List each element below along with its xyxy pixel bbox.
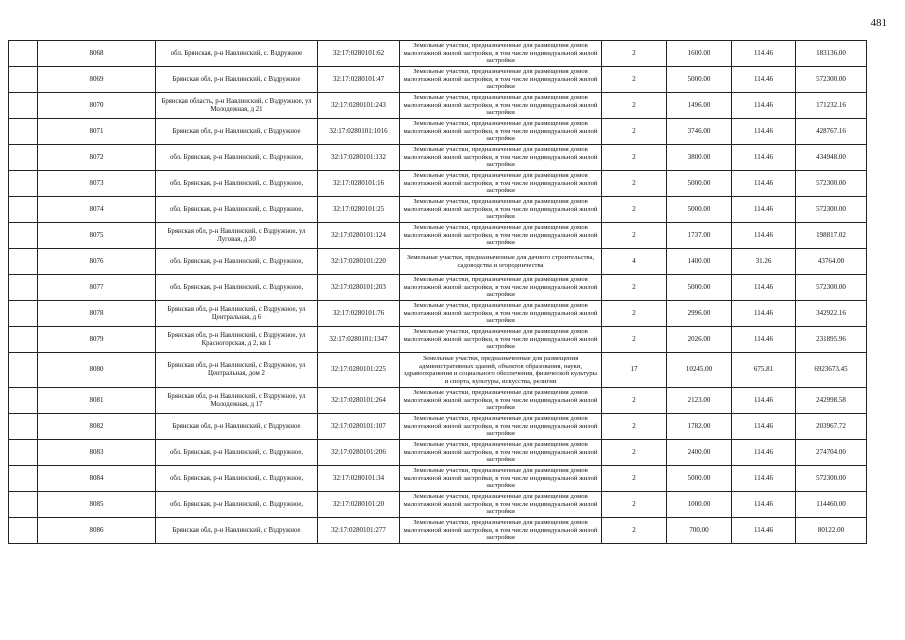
land-category-cell: Земельные участки, предназначенные для размещения административных зданий, объектов образования, науки, здравоохранения и социального обеспечения, физической культуры и спорта, культуры, искусства, религии xyxy=(400,353,602,388)
table-row xyxy=(9,93,867,119)
row-id-cell: 8071 xyxy=(38,119,156,145)
address-cell: обл. Брянская, р-н Навлинский, с. Вздружное, xyxy=(156,275,318,301)
address-cell: обл. Брянская, р-н Навлинский, с. Вздружное, xyxy=(156,197,318,223)
group-cell: 2 xyxy=(602,41,667,67)
group-cell: 2 xyxy=(602,301,667,327)
cadastral-value-cell: 198817.02 xyxy=(796,223,867,249)
table-row xyxy=(9,440,867,466)
row-id-cell: 8078 xyxy=(38,301,156,327)
land-category-cell: Земельные участки, предназначенные для размещения домов малоэтажной жилой застройки, в том числе индивидуальной жилой застройки xyxy=(400,518,602,544)
area-cell: 1400.00 xyxy=(667,249,732,275)
row-id-cell: 8083 xyxy=(38,440,156,466)
row-id-cell: 8086 xyxy=(38,518,156,544)
spacer-cell xyxy=(9,301,38,327)
table-row xyxy=(9,197,867,223)
land-category-cell: Земельные участки, предназначенные для размещения домов малоэтажной жилой застройки, в том числе индивидуальной жилой застройки xyxy=(400,93,602,119)
spacer-cell xyxy=(9,119,38,145)
land-category-cell: Земельные участки, предназначенные для размещения домов малоэтажной жилой застройки, в том числе индивидуальной жилой застройки xyxy=(400,119,602,145)
row-id-cell: 8070 xyxy=(38,93,156,119)
address-cell: Брянская область, р-н Навлинский, с Вздружное, ул Молодежная, д 21 xyxy=(156,93,318,119)
area-cell: 5000.00 xyxy=(667,275,732,301)
row-id-cell: 8080 xyxy=(38,353,156,388)
address-cell: Брянская обл, р-н Навлинский, с Вздружное, ул Луговая, д 30 xyxy=(156,223,318,249)
rate-cell: 114.46 xyxy=(732,388,796,414)
cadastral-value-cell: 171232.16 xyxy=(796,93,867,119)
row-id-cell: 8075 xyxy=(38,223,156,249)
land-category-cell: Земельные участки, предназначенные для размещения домов малоэтажной жилой застройки, в том числе индивидуальной жилой застройки xyxy=(400,492,602,518)
row-id-cell: 8073 xyxy=(38,171,156,197)
cadastral-value-cell: 572300.00 xyxy=(796,197,867,223)
group-cell: 2 xyxy=(602,145,667,171)
group-cell: 2 xyxy=(602,440,667,466)
group-cell: 2 xyxy=(602,466,667,492)
table-row xyxy=(9,301,867,327)
address-cell: Брянская обл, р-н Навлинский, с Вздружное xyxy=(156,67,318,93)
address-cell: обл. Брянская, р-н Навлинский, с. Вздружное, xyxy=(156,145,318,171)
rate-cell: 114.46 xyxy=(732,145,796,171)
area-cell: 700.00 xyxy=(667,518,732,544)
table-row xyxy=(9,275,867,301)
rate-cell: 114.46 xyxy=(732,197,796,223)
address-cell: Брянская обл, р-н Навлинский, с Вздружное xyxy=(156,119,318,145)
rate-cell: 31.26 xyxy=(732,249,796,275)
rate-cell: 114.46 xyxy=(732,440,796,466)
area-cell: 3800.00 xyxy=(667,145,732,171)
address-cell: Брянская обл, р-н Навлинский, с Вздружное, ул Центральная, дом 2 xyxy=(156,353,318,388)
cadastral-value-cell: 183136.00 xyxy=(796,41,867,67)
address-cell: обл. Брянская, р-н Навлинский, с. Вздружное, xyxy=(156,466,318,492)
cadastral-number-cell: 32:17:0280101:203 xyxy=(318,275,400,301)
rate-cell: 675.81 xyxy=(732,353,796,388)
spacer-cell xyxy=(9,223,38,249)
land-category-cell: Земельные участки, предназначенные для размещения домов малоэтажной жилой застройки, в том числе индивидуальной жилой застройки xyxy=(400,41,602,67)
row-id-cell: 8084 xyxy=(38,466,156,492)
cadastral-value-cell: 43764.00 xyxy=(796,249,867,275)
land-category-cell: Земельные участки, предназначенные для размещения домов малоэтажной жилой застройки, в том числе индивидуальной жилой застройки xyxy=(400,197,602,223)
spacer-cell xyxy=(9,171,38,197)
table-row xyxy=(9,145,867,171)
rate-cell: 114.46 xyxy=(732,414,796,440)
table-row xyxy=(9,119,867,145)
cadastral-value-cell: 274704.00 xyxy=(796,440,867,466)
cadastral-number-cell: 32:17:0280101:243 xyxy=(318,93,400,119)
cadastral-number-cell: 32:17:0280101:225 xyxy=(318,353,400,388)
cadastral-number-cell: 32:17:0280101:62 xyxy=(318,41,400,67)
spacer-cell xyxy=(9,327,38,353)
page-number: 481 xyxy=(870,17,887,29)
cadastral-number-cell: 32:17:0280101:1016 xyxy=(318,119,400,145)
land-category-cell: Земельные участки, предназначенные для размещения домов малоэтажной жилой застройки, в том числе индивидуальной жилой застройки xyxy=(400,414,602,440)
spacer-cell xyxy=(9,492,38,518)
group-cell: 4 xyxy=(602,249,667,275)
table-body xyxy=(9,41,867,544)
cadastral-value-cell: 434948.00 xyxy=(796,145,867,171)
group-cell: 2 xyxy=(602,492,667,518)
cadastral-number-cell: 32:17:0280101:220 xyxy=(318,249,400,275)
group-cell: 2 xyxy=(602,119,667,145)
rate-cell: 114.46 xyxy=(732,275,796,301)
cadastral-number-cell: 32:17:0280101:277 xyxy=(318,518,400,544)
cadastral-number-cell: 32:17:0280101:25 xyxy=(318,197,400,223)
cadastral-number-cell: 32:17:0280101:206 xyxy=(318,440,400,466)
land-category-cell: Земельные участки, предназначенные для размещения домов малоэтажной жилой застройки, в том числе индивидуальной жилой застройки xyxy=(400,67,602,93)
area-cell: 3746.00 xyxy=(667,119,732,145)
spacer-cell xyxy=(9,93,38,119)
land-category-cell: Земельные участки, предназначенные для размещения домов малоэтажной жилой застройки, в том числе индивидуальной жилой застройки xyxy=(400,145,602,171)
row-id-cell: 8085 xyxy=(38,492,156,518)
cadastral-number-cell: 32:17:0280101:1347 xyxy=(318,327,400,353)
row-id-cell: 8072 xyxy=(38,145,156,171)
area-cell: 1782.00 xyxy=(667,414,732,440)
table-row xyxy=(9,492,867,518)
rate-cell: 114.46 xyxy=(732,518,796,544)
area-cell: 10245.00 xyxy=(667,353,732,388)
cadastral-number-cell: 32:17:0280101:47 xyxy=(318,67,400,93)
row-id-cell: 8068 xyxy=(38,41,156,67)
table-row xyxy=(9,414,867,440)
land-category-cell: Земельные участки, предназначенные для размещения домов малоэтажной жилой застройки, в том числе индивидуальной жилой застройки xyxy=(400,327,602,353)
cadastral-value-cell: 231895.96 xyxy=(796,327,867,353)
rate-cell: 114.46 xyxy=(732,93,796,119)
area-cell: 1600.00 xyxy=(667,41,732,67)
cadastral-value-cell: 572300.00 xyxy=(796,466,867,492)
area-cell: 1496.00 xyxy=(667,93,732,119)
cadastral-number-cell: 32:17:0280101:124 xyxy=(318,223,400,249)
table-row xyxy=(9,327,867,353)
row-id-cell: 8074 xyxy=(38,197,156,223)
table-row xyxy=(9,353,867,388)
cadastral-value-cell: 572300.00 xyxy=(796,67,867,93)
table-row xyxy=(9,466,867,492)
row-id-cell: 8079 xyxy=(38,327,156,353)
rate-cell: 114.46 xyxy=(732,41,796,67)
group-cell: 2 xyxy=(602,388,667,414)
spacer-cell xyxy=(9,249,38,275)
row-id-cell: 8081 xyxy=(38,388,156,414)
address-cell: Брянская обл, р-н Навлинский, с Вздружное xyxy=(156,414,318,440)
table-row xyxy=(9,249,867,275)
table-row xyxy=(9,388,867,414)
cadastral-value-cell: 572300.00 xyxy=(796,275,867,301)
table-row xyxy=(9,41,867,67)
group-cell: 2 xyxy=(602,327,667,353)
cadastral-number-cell: 32:17:0280101:20 xyxy=(318,492,400,518)
cadastral-value-cell: 572300.00 xyxy=(796,171,867,197)
group-cell: 2 xyxy=(602,518,667,544)
group-cell: 17 xyxy=(602,353,667,388)
spacer-cell xyxy=(9,275,38,301)
spacer-cell xyxy=(9,388,38,414)
spacer-cell xyxy=(9,518,38,544)
cadastral-value-table xyxy=(8,40,867,544)
address-cell: обл. Брянская, р-н Навлинский, с. Вздружное, xyxy=(156,492,318,518)
cadastral-value-cell: 242998.58 xyxy=(796,388,867,414)
group-cell: 2 xyxy=(602,223,667,249)
area-cell: 1000.00 xyxy=(667,492,732,518)
cadastral-value-cell: 428767.16 xyxy=(796,119,867,145)
rate-cell: 114.46 xyxy=(732,119,796,145)
cadastral-value-cell: 80122.00 xyxy=(796,518,867,544)
address-cell: Брянская обл, р-н Навлинский, с Вздружное, ул Молодежная, д 17 xyxy=(156,388,318,414)
table-row xyxy=(9,171,867,197)
spacer-cell xyxy=(9,197,38,223)
rate-cell: 114.46 xyxy=(732,301,796,327)
table-row xyxy=(9,518,867,544)
rate-cell: 114.46 xyxy=(732,327,796,353)
area-cell: 5000.00 xyxy=(667,466,732,492)
address-cell: обл. Брянская, р-н Навлинский, с. Вздружное, xyxy=(156,440,318,466)
rate-cell: 114.46 xyxy=(732,466,796,492)
cadastral-number-cell: 32:17:0280101:34 xyxy=(318,466,400,492)
cadastral-value-cell: 114460.00 xyxy=(796,492,867,518)
spacer-cell xyxy=(9,414,38,440)
spacer-cell xyxy=(9,466,38,492)
land-category-cell: Земельные участки, предназначенные для размещения домов малоэтажной жилой застройки, в том числе индивидуальной жилой застройки xyxy=(400,440,602,466)
row-id-cell: 8077 xyxy=(38,275,156,301)
land-category-cell: Земельные участки, предназначенные для размещения домов малоэтажной жилой застройки, в том числе индивидуальной жилой застройки xyxy=(400,301,602,327)
land-category-cell: Земельные участки, предназначенные для размещения домов малоэтажной жилой застройки, в том числе индивидуальной жилой застройки xyxy=(400,388,602,414)
area-cell: 5000.00 xyxy=(667,67,732,93)
row-id-cell: 8069 xyxy=(38,67,156,93)
spacer-cell xyxy=(9,67,38,93)
rate-cell: 114.46 xyxy=(732,171,796,197)
area-cell: 2026.00 xyxy=(667,327,732,353)
table-row xyxy=(9,67,867,93)
address-cell: обл. Брянская, р-н Навлинский, с. Вздружное, xyxy=(156,171,318,197)
cadastral-number-cell: 32:17:0280101:76 xyxy=(318,301,400,327)
area-cell: 1737.00 xyxy=(667,223,732,249)
spacer-cell xyxy=(9,440,38,466)
rate-cell: 114.46 xyxy=(732,223,796,249)
land-category-cell: Земельные участки, предназначенные для размещения домов малоэтажной жилой застройки, в том числе индивидуальной жилой застройки xyxy=(400,466,602,492)
address-cell: Брянская обл, р-н Навлинский, с Вздружное, ул Красногорская, д 2, кв 1 xyxy=(156,327,318,353)
land-category-cell: Земельные участки, предназначенные для размещения домов малоэтажной жилой застройки, в том числе индивидуальной жилой застройки xyxy=(400,171,602,197)
address-cell: Брянская обл, р-н Навлинский, с Вздружное, ул Центральная, д 6 xyxy=(156,301,318,327)
cadastral-number-cell: 32:17:0280101:132 xyxy=(318,145,400,171)
group-cell: 2 xyxy=(602,197,667,223)
row-id-cell: 8082 xyxy=(38,414,156,440)
cadastral-value-cell: 203967.72 xyxy=(796,414,867,440)
table-row xyxy=(9,223,867,249)
group-cell: 2 xyxy=(602,93,667,119)
address-cell: обл. Брянская, р-н Навлинский, с. Вздружное xyxy=(156,41,318,67)
cadastral-number-cell: 32:17:0280101:16 xyxy=(318,171,400,197)
row-id-cell: 8076 xyxy=(38,249,156,275)
rate-cell: 114.46 xyxy=(732,492,796,518)
spacer-cell xyxy=(9,145,38,171)
address-cell: обл. Брянская, р-н Навлинский, с. Вздружное, xyxy=(156,249,318,275)
area-cell: 5000.00 xyxy=(667,197,732,223)
address-cell: Брянская обл, р-н Навлинский, с Вздружное xyxy=(156,518,318,544)
land-category-cell: Земельные участки, предназначенные для размещения домов малоэтажной жилой застройки, в том числе индивидуальной жилой застройки xyxy=(400,223,602,249)
group-cell: 2 xyxy=(602,414,667,440)
group-cell: 2 xyxy=(602,67,667,93)
cadastral-value-cell: 6923673.45 xyxy=(796,353,867,388)
area-cell: 2996.00 xyxy=(667,301,732,327)
cadastral-number-cell: 32:17:0280101:264 xyxy=(318,388,400,414)
area-cell: 2400.00 xyxy=(667,440,732,466)
area-cell: 5000.00 xyxy=(667,171,732,197)
spacer-cell xyxy=(9,353,38,388)
area-cell: 2123.00 xyxy=(667,388,732,414)
cadastral-value-cell: 342922.16 xyxy=(796,301,867,327)
spacer-cell xyxy=(9,41,38,67)
group-cell: 2 xyxy=(602,171,667,197)
cadastral-number-cell: 32:17:0280101:107 xyxy=(318,414,400,440)
group-cell: 2 xyxy=(602,275,667,301)
land-category-cell: Земельные участки, предназначенные для размещения домов малоэтажной жилой застройки, в том числе индивидуальной жилой застройки xyxy=(400,275,602,301)
land-category-cell: Земельные участки, предназначенные для дачного строительства, садоводства и огородничества xyxy=(400,249,602,275)
rate-cell: 114.46 xyxy=(732,67,796,93)
